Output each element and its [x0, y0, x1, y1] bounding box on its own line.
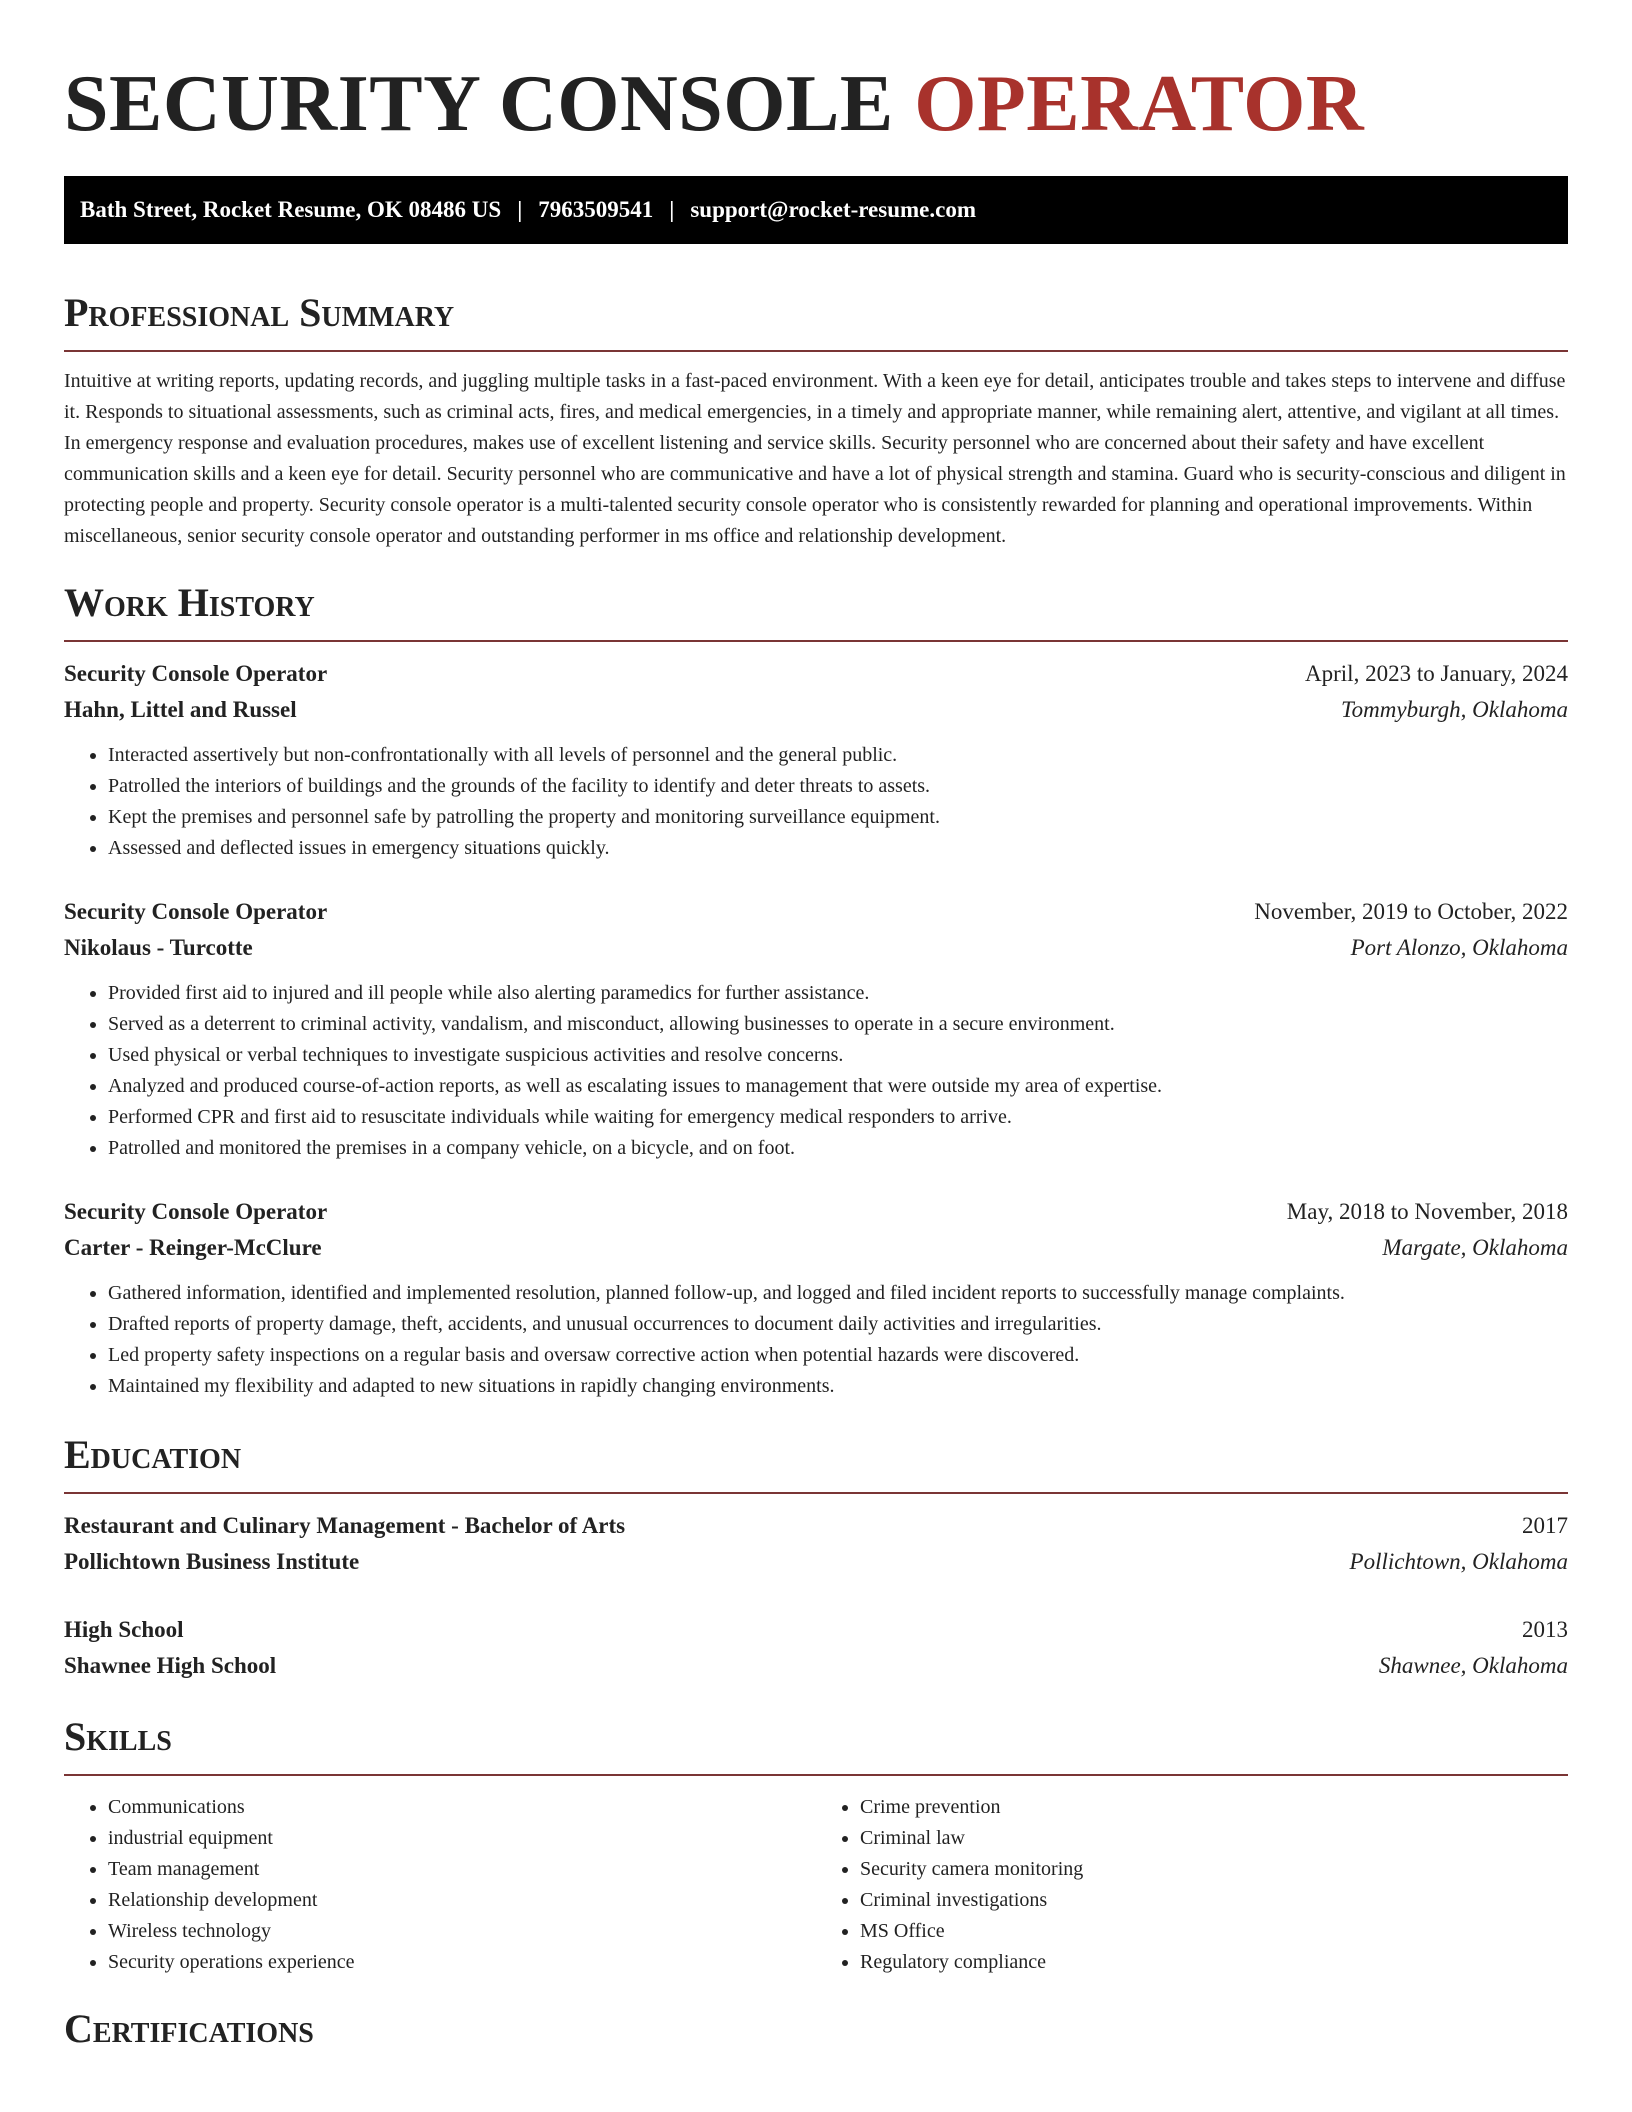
job-bullet: • Used physical or verbal techniques to investigate suspicious activities and resolve concerns.	[108, 1040, 1568, 1071]
job-title: Security Console Operator	[64, 899, 328, 924]
job-title: Security Console Operator	[64, 1199, 328, 1224]
job-dates: April, 2023 to January, 2024	[1305, 661, 1568, 686]
education-entry	[64, 1612, 1568, 1684]
job-location: Margate, Oklahoma	[1382, 1235, 1568, 1260]
section-divider	[64, 1774, 1568, 1776]
skills-list-left	[64, 1792, 816, 1978]
education-heading: Education	[64, 1432, 242, 1477]
education-school: Pollichtown Business Institute	[64, 1549, 360, 1574]
job-bullet: • Assessed and deflected issues in emergency situations quickly.	[108, 833, 1568, 864]
skill-item: • Communications	[108, 1792, 816, 1823]
job-bullet: • Served as a deterrent to criminal activity, vandalism, and misconduct, allowing businesses to operate in a secure environment.	[108, 1009, 1568, 1040]
job-company: Hahn, Littel and Russel	[64, 697, 297, 722]
work-history-heading: Work History	[64, 580, 315, 625]
education-year: 2013	[1522, 1617, 1568, 1642]
job-dates: November, 2019 to October, 2022	[1254, 899, 1568, 924]
job-header-row	[64, 894, 1568, 930]
job-bullet: • Interacted assertively but non-confrontationally with all levels of personnel and the general public.	[108, 740, 1568, 771]
contact-separator: |	[669, 197, 675, 222]
summary-text: Intuitive at writing reports, updating records, and juggling multiple tasks in a fast-paced environment. With a keen eye for detail, anticipates trouble and takes steps to intervene and diffuse it. Responds to situational assessments, such as criminal acts, fires, and medical emergencies, in a timely and appropriate manner, while remaining alert, attentive, and vigilant at all times. In emergency response and evaluation procedures, makes use of excellent listening and service skills. Security personnel who are concerned about their safety and have excellent communication skills and a keen eye for detail. Security personnel who are communicative and have a lot of physical strength and stamina. Guard who is security-conscious and diligent in protecting people and property. Security console operator is a multi-talented security console operator who is consistently rewarded for planning and operational improvements. Within miscellaneous, senior security console operator and outstanding performer in ms office and relationship development.	[64, 370, 1566, 547]
job-company: Nikolaus - Turcotte	[64, 935, 253, 960]
job-bullet: • Patrolled the interiors of buildings and the grounds of the facility to identify and deter threats to assets.	[108, 771, 1568, 802]
job-bullets	[64, 1278, 1568, 1402]
job-entry	[64, 1194, 1568, 1402]
skill-item: • Relationship development	[108, 1885, 816, 1916]
resume-name	[64, 0, 1568, 150]
job-company-row	[64, 692, 1568, 728]
summary-heading: Professional Summary	[64, 290, 455, 335]
name-first: SECURITY CONSOLE	[64, 60, 894, 148]
job-entry	[64, 656, 1568, 864]
skill-item: • Wireless technology	[108, 1916, 816, 1947]
skills-list-right	[816, 1792, 1568, 1978]
certifications-heading: Certifications	[64, 2006, 314, 2051]
education-entry	[64, 1508, 1568, 1580]
job-location: Port Alonzo, Oklahoma	[1350, 935, 1568, 960]
contact-address: Bath Street, Rocket Resume, OK 08486 US	[80, 197, 502, 222]
contact-bar	[64, 176, 1568, 244]
skill-item: • MS Office	[860, 1916, 1568, 1947]
education-year: 2017	[1522, 1513, 1568, 1538]
skill-item: • Team management	[108, 1854, 816, 1885]
education-school-row	[64, 1648, 1568, 1684]
section-divider	[64, 1492, 1568, 1494]
name-last: OPERATOR	[914, 60, 1365, 148]
job-bullet: • Performed CPR and first aid to resuscitate individuals while waiting for emergency medical responders to arrive.	[108, 1102, 1568, 1133]
skill-item: • Crime prevention	[860, 1792, 1568, 1823]
education-school-row	[64, 1544, 1568, 1580]
skill-item: • Criminal law	[860, 1823, 1568, 1854]
job-bullet: • Patrolled and monitored the premises in a company vehicle, on a bicycle, and on foot.	[108, 1133, 1568, 1164]
education-degree: Restaurant and Culinary Management - Bachelor of Arts	[64, 1513, 626, 1538]
skills-heading: Skills	[64, 1714, 172, 1759]
job-bullets	[64, 740, 1568, 864]
contact-email: support@rocket-resume.com	[690, 197, 976, 222]
skill-item: • Regulatory compliance	[860, 1947, 1568, 1978]
education-degree-row	[64, 1508, 1568, 1544]
job-bullet: • Led property safety inspections on a regular basis and oversaw corrective action when potential hazards were discovered.	[108, 1340, 1568, 1371]
skill-item: • industrial equipment	[108, 1823, 816, 1854]
contact-separator: |	[517, 197, 523, 222]
job-bullet: • Drafted reports of property damage, theft, accidents, and unusual occurrences to document daily activities and irregularities.	[108, 1309, 1568, 1340]
education-location: Pollichtown, Oklahoma	[1349, 1549, 1568, 1574]
skill-item: • Security operations experience	[108, 1947, 816, 1978]
section-divider	[64, 350, 1568, 352]
skill-item: • Security camera monitoring	[860, 1854, 1568, 1885]
contact-phone: 7963509541	[538, 197, 654, 222]
job-bullet: • Analyzed and produced course-of-action reports, as well as escalating issues to management that were outside my area of expertise.	[108, 1071, 1568, 1102]
job-location: Tommyburgh, Oklahoma	[1340, 697, 1568, 722]
job-bullet: • Gathered information, identified and implemented resolution, planned follow-up, and logged and filed incident reports to successfully manage complaints.	[108, 1278, 1568, 1309]
job-header-row	[64, 1194, 1568, 1230]
job-dates: May, 2018 to November, 2018	[1286, 1199, 1568, 1224]
job-bullet: • Maintained my flexibility and adapted to new situations in rapidly changing environments.	[108, 1371, 1568, 1402]
education-school: Shawnee High School	[64, 1653, 277, 1678]
job-company-row	[64, 1230, 1568, 1266]
skills-grid	[64, 1792, 1568, 1978]
job-entry	[64, 894, 1568, 1164]
section-divider	[64, 640, 1568, 642]
education-degree-row	[64, 1612, 1568, 1648]
job-company-row	[64, 930, 1568, 966]
skill-item: • Criminal investigations	[860, 1885, 1568, 1916]
education-degree: High School	[64, 1617, 184, 1642]
job-bullets	[64, 978, 1568, 1164]
job-bullet: • Kept the premises and personnel safe by patrolling the property and monitoring surveillance equipment.	[108, 802, 1568, 833]
job-header-row	[64, 656, 1568, 692]
job-company: Carter - Reinger-McClure	[64, 1235, 322, 1260]
job-title: Security Console Operator	[64, 661, 328, 686]
job-bullet: • Provided first aid to injured and ill people while also alerting paramedics for further assistance.	[108, 978, 1568, 1009]
education-location: Shawnee, Oklahoma	[1378, 1653, 1568, 1678]
